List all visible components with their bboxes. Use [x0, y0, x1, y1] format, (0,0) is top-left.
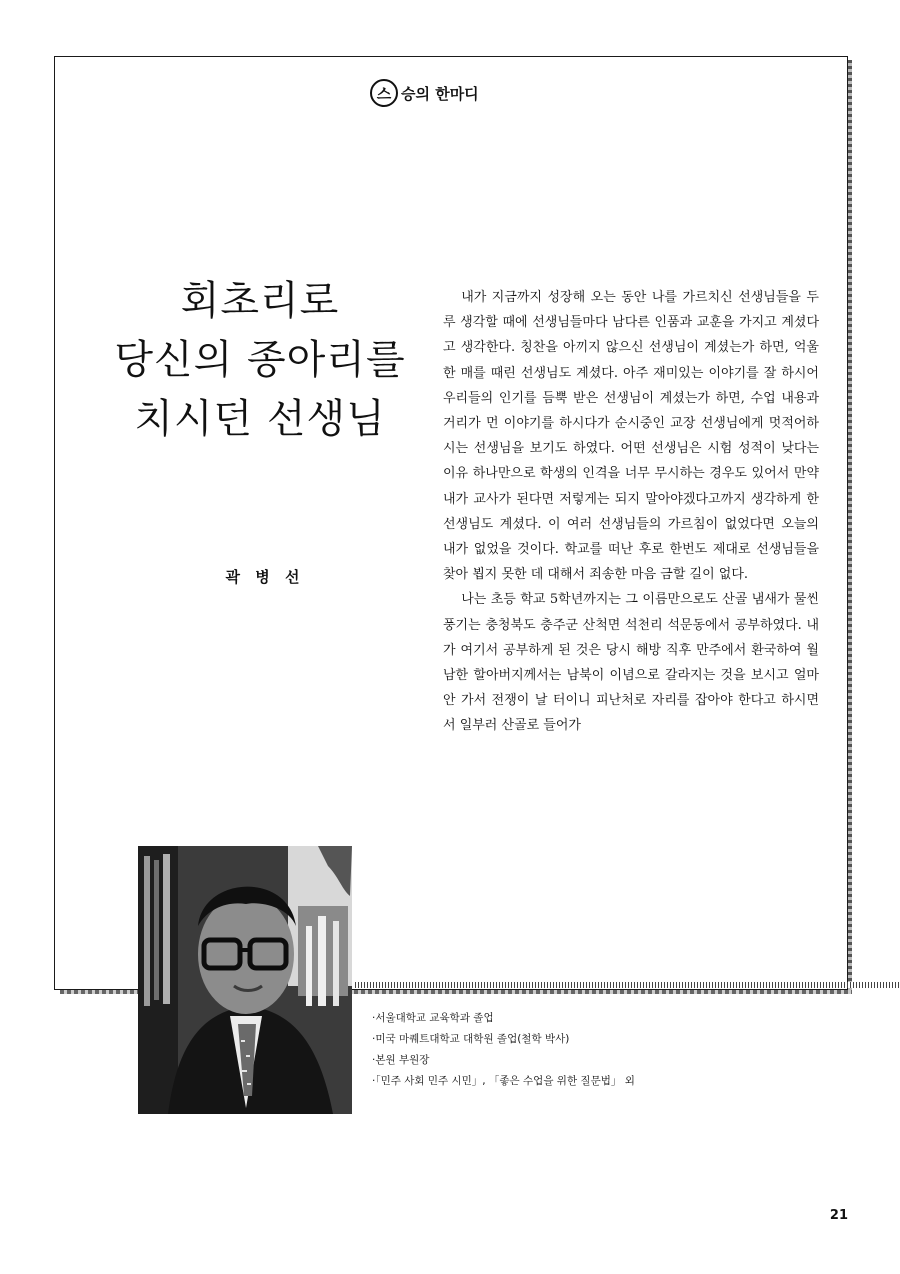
bio-item: ·「민주 사회 민주 시민」, 「좋은 수업을 위한 질문법」 외 — [372, 1075, 635, 1087]
author-photo — [138, 846, 352, 1114]
bio-item: ·서울대학교 교육학과 졸업 — [372, 1012, 494, 1024]
title-line-2: 당신의 종아리를 — [114, 337, 406, 383]
title-line-3: 치시던 선생님 — [134, 396, 386, 442]
portrait-image — [138, 846, 352, 1114]
article-body — [443, 285, 819, 739]
frame-edge-right — [848, 60, 852, 994]
page-number: 21 — [829, 1208, 848, 1223]
body-paragraph-2: 나는 초등 학교 5학년까지는 그 이름만으로도 산골 냄새가 물씬 풍기는 충청북도 충주군 산척면 석천리 석문동에서 공부하였다. 내가 여기서 공부하게 된 것은 당시 해방 직후 만주에서 환국하여 월남한 할아버지께서는 남북이 이념으로 갈라지는 것을 보시고 얼마 안 가서 전쟁이 날 터이니 피난처로 자리를 잡아야 한다고 하시면서 일부러 산골로 들어가 — [443, 592, 819, 734]
bio-item: ·본원 부원장 — [372, 1054, 430, 1066]
circle-letter-icon: 스 — [370, 79, 398, 107]
author-bio — [372, 1008, 792, 1092]
bio-item: ·미국 마퀘트대학교 대학원 졸업(철학 박사) — [372, 1033, 570, 1045]
body-paragraph-1: 내가 지금까지 성장해 오는 동안 나를 가르치신 선생님들을 두루 생각할 때에 선생님들마다 남다른 인품과 교훈을 가지고 계셨다고 생각한다. 칭찬을 아끼지 않으신 선생님이 계셨는가 하면, 억울한 매를 때린 선생님도 계셨다. 아주 재미있는 이야기를 잘 하시어 우리들의 인기를 듬뿍 받은 선생님이 계셨는가 하면, 수업 내용과 거리가 먼 이야기를 하시다가 순시중인 교장 선생님에게 멋적어하시는 선생님을 보기도 하였다. 어떤 선생님은 시험 성적이 낮다는 이유 하나만으로 학생의 인격을 너무 무시하는 경우도 있어서 만약 내가 교사가 된다면 저렇게는 되지 말아야겠다고까지 생각하게 한 선생님도 계셨다. 이 여러 선생님들의 가르침이 없었다면 오늘의 내가 없었을 것이다. 학교를 떠난 후로 한번도 제대로 선생님들을 찾아 뵙지 못한 데 대해서 죄송한 마음 금할 길이 없다. — [443, 290, 819, 583]
dotted-divider — [355, 982, 900, 988]
section-header-label: 승의 한마디 — [401, 84, 479, 103]
author-name: 곽 병 선 — [225, 568, 305, 586]
title-line-1: 회초리로 — [180, 278, 340, 324]
section-header — [370, 76, 479, 110]
article-title — [110, 272, 410, 449]
